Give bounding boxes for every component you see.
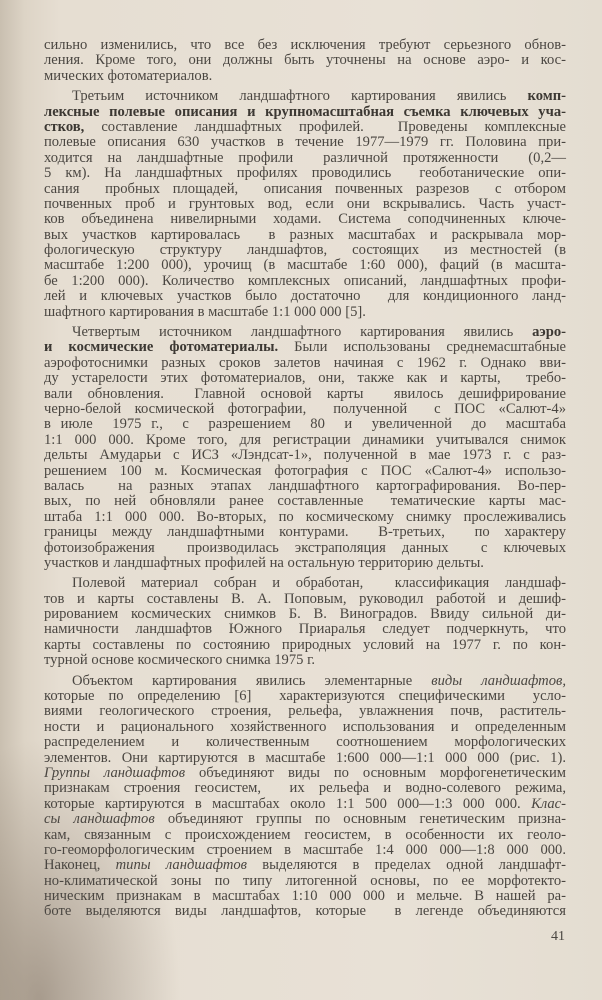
text-segment: элементов. Они картируются в масштабе 1:600 000—1:1 000 000 (рис. 1). <box>44 749 566 766</box>
text-line <box>44 258 566 273</box>
bold-text: комп- <box>527 88 566 105</box>
text-line <box>44 904 566 919</box>
text-line <box>44 166 566 181</box>
text-segment: сания пробных площадей, описания почвенных разрезов с отбором <box>44 180 566 197</box>
text-line <box>44 69 566 84</box>
page-number: 41 <box>551 929 565 944</box>
text-segment: 5 км). На ландшафтных профилях проводились геоботанические опи- <box>44 165 566 182</box>
bold-text: стков, <box>44 118 85 135</box>
text-line <box>44 417 566 432</box>
text-segment: ду устарелости этих фотоматериалов, они, также как и карты, требо- <box>44 370 566 387</box>
text-line <box>44 387 566 402</box>
text-segment: фотоизображения производилась экстраполяция данных с ключевых <box>44 539 566 556</box>
text-segment: почвенных проб и грунтовых вод, если они вскрывались. Часть участ- <box>44 195 566 212</box>
text-line <box>44 556 566 571</box>
text-line <box>44 781 566 796</box>
text-segment: признакам строения геосистем, их рельефа и водно-солевого режима, <box>44 780 566 797</box>
text-segment: намичности ландшафтов Южного Приаралья следует подчеркнуть, что <box>44 621 566 638</box>
text-segment: объединяют виды по основным морфогенетическим <box>185 764 567 781</box>
text-segment: Третьим источником ландшафтного картирования явились <box>72 88 528 105</box>
text-line <box>44 622 566 637</box>
text-line <box>44 212 566 227</box>
text-segment: ходится на ландшафтные профили различной протяженности (0,2— <box>44 149 566 166</box>
text-line <box>44 812 566 827</box>
text-segment: выделяются в пределах одной ландшафт- <box>247 857 567 874</box>
text-line <box>44 38 566 53</box>
text-segment: дельты Амударьи с ИСЗ «Лэндсат-1», полученной в мае 1973 г. с раз- <box>44 447 566 464</box>
text-segment: Были использованы среднемасштабные <box>278 339 566 356</box>
document-body <box>44 38 566 925</box>
text-segment: распределением и количественным соотношением морфологических <box>44 734 566 751</box>
bold-text: аэро- <box>532 324 566 341</box>
text-segment: ническим признакам в масштабах 1:10 000 000 и мельче. В нашей ра- <box>44 888 566 905</box>
text-segment: кам, связанным с происхождением геосистем, в особенности их геоло- <box>44 826 566 843</box>
text-segment: ков объединена нивелирными ходами. Система соподчиненных ключе- <box>44 211 566 228</box>
paragraph <box>44 325 566 571</box>
text-line <box>44 874 566 889</box>
text-segment: черно-белой космической фотографии, полученной с ПОС «Салют-4» <box>44 400 566 417</box>
text-line <box>44 751 566 766</box>
text-line <box>44 766 566 781</box>
text-line <box>44 197 566 212</box>
text-segment: объединяют группы по основным генетическим призна- <box>154 811 567 828</box>
text-line <box>44 797 566 812</box>
paragraph <box>44 674 566 920</box>
text-line <box>44 228 566 243</box>
text-line <box>44 135 566 150</box>
text-segment: штаба 1:1 000 000. Во-вторых, по космическому снимку прослеживались <box>44 508 566 525</box>
bold-text: лексные полевые описания и крупномасштабная съемка ключевых уча- <box>44 103 566 120</box>
italic-text: Группы ландшафтов <box>44 764 186 781</box>
text-line <box>44 541 566 556</box>
paragraph <box>44 576 566 668</box>
text-segment: боте выделяются виды ландшафтов, которые в легенде объединяются <box>44 903 566 920</box>
text-line <box>44 576 566 591</box>
text-line <box>44 356 566 371</box>
text-segment: турной основе космического снимка 1975 г. <box>44 652 316 669</box>
text-segment: бе 1:200 000). Количество комплексных описаний, ландшафтных профи- <box>44 272 566 289</box>
text-line <box>44 510 566 525</box>
text-segment: вали обновления. Главной основой карты явилось дешифрирование <box>44 385 566 402</box>
text-segment: мических фотоматериалов. <box>44 67 213 84</box>
text-line <box>44 448 566 463</box>
text-line <box>44 689 566 704</box>
text-line <box>44 653 566 668</box>
text-segment: карты составлены по состоянию природных условий на 1977 г. по кон- <box>44 636 566 653</box>
text-line <box>44 858 566 873</box>
text-line <box>44 494 566 509</box>
bold-text: и космические фотоматериалы. <box>44 339 279 356</box>
text-segment: Объектом картирования явились элементарные <box>72 672 432 689</box>
italic-text: типы ландшафтов <box>115 857 247 874</box>
italic-text: Клас- <box>531 795 566 812</box>
text-segment: го-геоморфологическим строением в масштабе 1:4 000 000—1:8 000 000. <box>44 841 566 858</box>
text-segment: тов и карты составлены В. А. Поповым, руководил работой и дешиф- <box>44 590 566 607</box>
text-line <box>44 340 566 355</box>
text-line <box>44 607 566 622</box>
text-line <box>44 433 566 448</box>
text-segment: вых участков картировалась в разных масштабах и раскрывала мор- <box>44 226 566 243</box>
text-line <box>44 89 566 104</box>
text-segment: рированием космических снимков Б. В. Виноградов. Ввиду сильной ди- <box>44 606 566 623</box>
text-line <box>44 243 566 258</box>
text-line <box>44 120 566 135</box>
text-segment: масштабе 1:200 000), урочищ (в масштабе 1:60 000), фаций (в масшта- <box>44 257 566 274</box>
text-line <box>44 325 566 340</box>
text-line <box>44 53 566 68</box>
text-line <box>44 289 566 304</box>
text-line <box>44 402 566 417</box>
italic-text: сы ландшафтов <box>44 811 155 828</box>
paragraph <box>44 89 566 320</box>
text-line <box>44 828 566 843</box>
text-segment: участков и ландшафтных профилей на остальную территорию дельты. <box>44 554 484 571</box>
text-segment: 1:1 000 000. Кроме того, для регистрации динамики учитывался снимок <box>44 431 566 448</box>
text-segment: сильно изменились, что все без исключения требуют серьезного обнов- <box>44 37 566 53</box>
text-line <box>44 889 566 904</box>
text-segment: которые по определению [6] характеризуются специфическими усло- <box>44 688 566 705</box>
text-line <box>44 592 566 607</box>
text-segment: шафтного картирования в масштабе 1:1 000 000 [5]. <box>44 303 366 320</box>
text-segment: виями геологического строения, рельефа, увлажнения почв, раститель- <box>44 703 566 720</box>
text-segment: но-климатической зоны по типу литогенной основы, по ее морфотекто- <box>44 872 566 889</box>
text-line <box>44 735 566 750</box>
text-line <box>44 274 566 289</box>
text-segment: решением 100 м. Космическая фотография с ПОС «Салют-4» использо- <box>44 462 566 479</box>
italic-text: виды ландшафтов, <box>431 672 566 689</box>
text-segment: Наконец, <box>44 857 116 874</box>
text-segment: составление ландшафтных профилей. Проведены комплексные <box>84 118 566 135</box>
text-segment: Полевой материал собран и обработан, классификация ландшаф- <box>72 575 566 592</box>
paragraph <box>44 38 566 84</box>
text-line <box>44 704 566 719</box>
text-line <box>44 720 566 735</box>
text-line <box>44 464 566 479</box>
text-line <box>44 638 566 653</box>
text-segment: границы между ландшафтными контурами. В-третьих, по характеру <box>44 524 566 541</box>
text-segment: валась на разных этапах ландшафтного картографирования. Во-пер- <box>44 477 566 494</box>
text-segment: фологическую структуру ландшафтов, состоящих из местностей (в <box>44 242 566 259</box>
text-line <box>44 182 566 197</box>
text-line <box>44 525 566 540</box>
text-line <box>44 479 566 494</box>
text-line <box>44 843 566 858</box>
text-line <box>44 151 566 166</box>
text-segment: лей и ключевых участков было достаточно для кондиционного ланд- <box>44 288 566 305</box>
text-line <box>44 305 566 320</box>
text-segment: Четвертым источником ландшафтного картирования явились <box>72 324 533 341</box>
text-line <box>44 371 566 386</box>
text-segment: вых, по ней обновляли ранее составленные тематические карты мас- <box>44 493 566 510</box>
text-segment: которые картируются в масштабах около 1:1 500 000—1:3 000 000. <box>44 795 532 812</box>
text-segment: аэрофотоснимки разных сроков залетов начиная с 1962 г. Однако вви- <box>44 354 566 371</box>
text-line <box>44 674 566 689</box>
text-segment: в июле 1975 г., с разрешением 80 и увеличенной до масштаба <box>44 416 566 433</box>
text-segment: полевые описания 630 участков в течение 1977—1979 гг. Половина при- <box>44 134 566 151</box>
text-segment: ности и рационального хозяйственного использования и определенным <box>44 718 566 735</box>
text-segment: ления. Кроме того, они должны быть уточнены на основе аэро- и кос- <box>44 52 566 69</box>
text-line <box>44 105 566 120</box>
